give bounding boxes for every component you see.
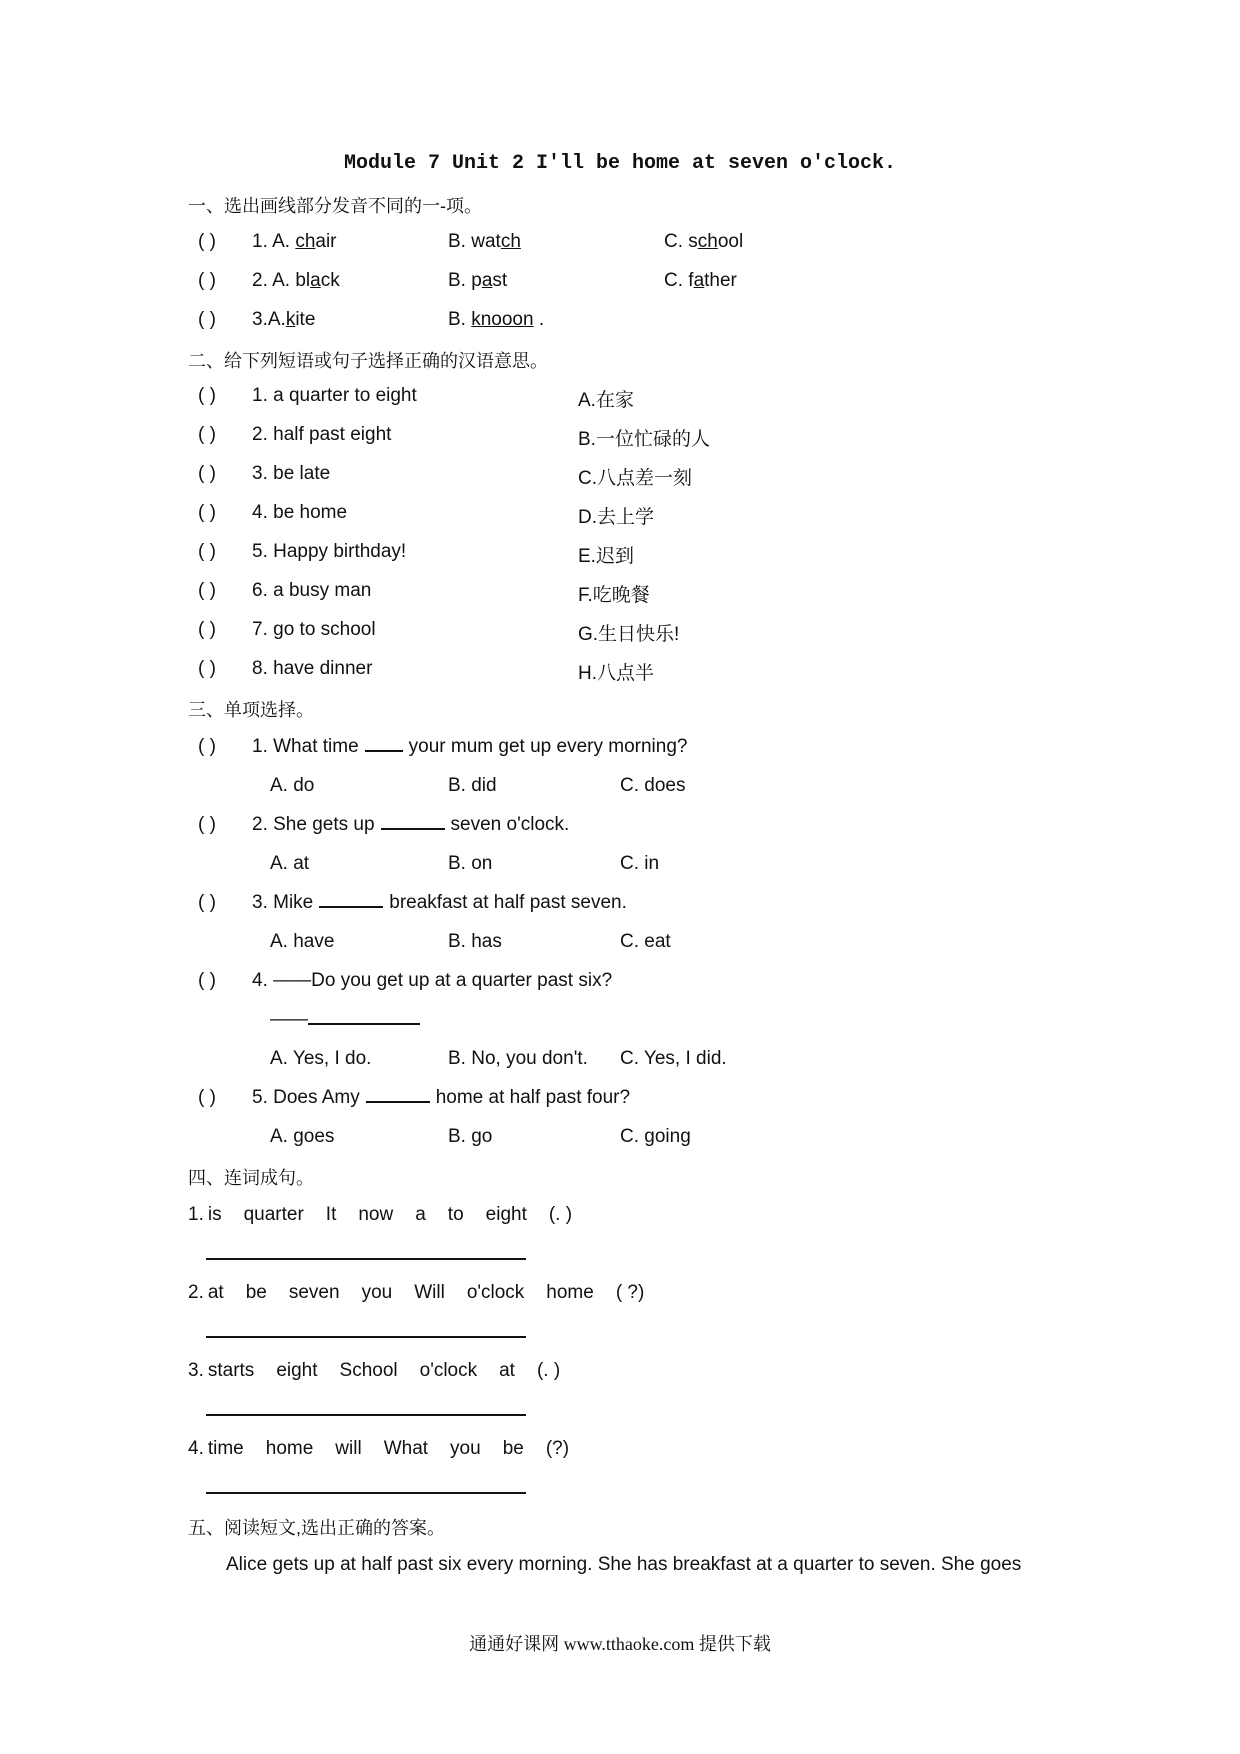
s1-q1-option-a: 1. A. chair [252, 231, 337, 252]
s2-meaning-a: A.在家 [578, 390, 634, 411]
s3-q3-option-c: C. eat [620, 931, 671, 952]
reading-passage: Alice gets up at half past six every morning. She has breakfast at a quarter to seven. She goes [226, 1554, 1022, 1575]
answer-paren: ( ) [198, 502, 216, 523]
s3-q5-option-c: C. going [620, 1126, 691, 1147]
s3-q4-option-c: C. Yes, I did. [620, 1048, 727, 1069]
answer-paren: ( ) [198, 892, 216, 913]
s2-meaning-c: C.八点差一刻 [578, 468, 693, 489]
s3-q2-option-a: A. at [270, 853, 310, 874]
s3-q1-text: 1. What time your mum get up every morning? [252, 736, 688, 757]
s2-phrase-5: 5. Happy birthday! [252, 541, 407, 562]
s2-meaning-g: G.生日快乐! [578, 624, 680, 645]
s2-phrase-2: 2. half past eight [252, 424, 392, 445]
s3-q1-option-b: B. did [448, 775, 497, 796]
answer-paren: ( ) [198, 463, 216, 484]
s3-q5-option-a: A. goes [270, 1126, 335, 1147]
answer-paren: ( ) [198, 814, 216, 835]
answer-paren: ( ) [198, 1087, 216, 1108]
page-title: Module 7 Unit 2 I'll be home at seven o'clock. [343, 152, 897, 175]
s4-item-1: 1. is quarter It now a to eight (. ) [188, 1204, 573, 1225]
s3-q4-reply: —— [270, 1009, 426, 1031]
answer-paren: ( ) [198, 424, 216, 445]
s2-meaning-b: B.一位忙碌的人 [578, 429, 710, 450]
s3-q2-option-c: C. in [620, 853, 660, 874]
s1-q3-option-a: 3.A.kite [252, 309, 316, 330]
section2-heading: 二、给下列短语或句子选择正确的汉语意思。 [188, 351, 548, 371]
s2-phrase-3: 3. be late [252, 463, 331, 484]
page-footer: 通通好课网 www.tthaoke.com 提供下载 [469, 1634, 771, 1654]
s1-q1-option-c: C. school [664, 231, 744, 252]
section3-heading: 三、单项选择。 [188, 700, 314, 720]
s3-q2-text: 2. She gets up seven o'clock. [252, 814, 570, 835]
answer-line [206, 1414, 526, 1416]
s2-meaning-d: D.去上学 [578, 507, 655, 528]
answer-line [206, 1258, 526, 1260]
answer-paren: ( ) [198, 270, 216, 291]
answer-paren: ( ) [198, 309, 216, 330]
s2-meaning-h: H.八点半 [578, 663, 655, 684]
answer-paren: ( ) [198, 619, 216, 640]
answer-paren: ( ) [198, 580, 216, 601]
s3-q3-text: 3. Mike breakfast at half past seven. [252, 892, 627, 913]
s4-item-3: 3. starts eight School o'clock at (. ) [188, 1360, 561, 1381]
s3-q4-text: 4. ——Do you get up at a quarter past six? [252, 970, 613, 991]
section1-heading: 一、选出画线部分发音不同的一-项。 [188, 196, 482, 216]
s1-q2-option-c: C. father [664, 270, 737, 291]
s3-q4-option-a: A. Yes, I do. [270, 1048, 372, 1069]
s1-q2-option-a: 2. A. black [252, 270, 340, 291]
section5-heading: 五、阅读短文,选出正确的答案。 [188, 1518, 445, 1538]
s4-item-2: 2. at be seven you Will o'clock home ( ?) [188, 1282, 645, 1303]
s2-phrase-7: 7. go to school [252, 619, 376, 640]
answer-line [206, 1492, 526, 1494]
section4-heading: 四、连词成句。 [188, 1168, 314, 1188]
s3-q1-option-c: C. does [620, 775, 686, 796]
answer-paren: ( ) [198, 658, 216, 679]
s3-q3-option-b: B. has [448, 931, 502, 952]
s1-q2-option-b: B. past [448, 270, 508, 291]
s1-q1-option-b: B. watch [448, 231, 521, 252]
s2-phrase-8: 8. have dinner [252, 658, 373, 679]
s2-phrase-6: 6. a busy man [252, 580, 372, 601]
s3-q5-option-b: B. go [448, 1126, 493, 1147]
answer-paren: ( ) [198, 736, 216, 757]
s3-q4-option-b: B. No, you don't. [448, 1048, 588, 1069]
answer-line [206, 1336, 526, 1338]
answer-paren: ( ) [198, 541, 216, 562]
answer-paren: ( ) [198, 231, 216, 252]
s3-q5-text: 5. Does Amy home at half past four? [252, 1087, 631, 1108]
s3-q3-option-a: A. have [270, 931, 335, 952]
s4-item-4: 4. time home will What you be (?) [188, 1438, 570, 1459]
s3-q1-option-a: A. do [270, 775, 315, 796]
answer-paren: ( ) [198, 385, 216, 406]
s1-q3-option-b: B. knooon . [448, 309, 545, 330]
s3-q2-option-b: B. on [448, 853, 493, 874]
s2-phrase-1: 1. a quarter to eight [252, 385, 417, 406]
s2-meaning-e: E.迟到 [578, 546, 634, 567]
answer-paren: ( ) [198, 970, 216, 991]
s2-meaning-f: F.吃晚餐 [578, 585, 650, 606]
s2-phrase-4: 4. be home [252, 502, 348, 523]
